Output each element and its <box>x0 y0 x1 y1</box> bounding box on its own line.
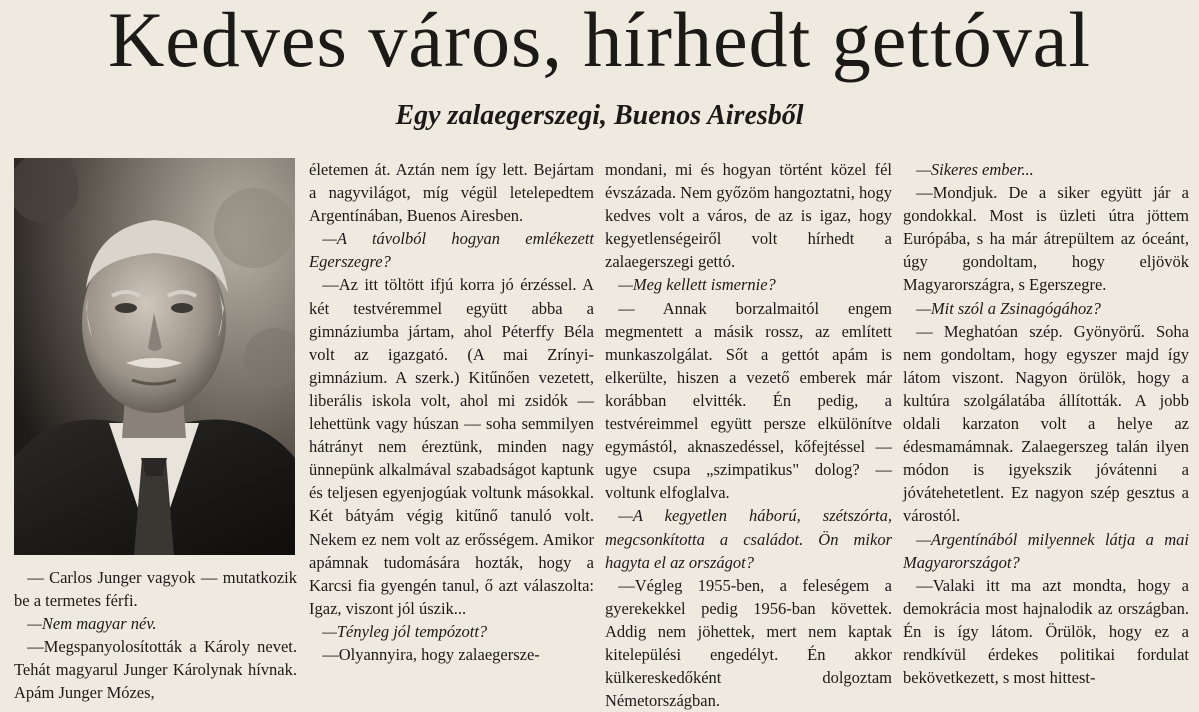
column-3-paragraph: — Annak borzalmaitól engem megmentett a másik rossz, az említett munkaszolgálat. Sőt a gettót apám is elkerülte, hiszen a vezető emberek már korábban elvitték. Én pedig, a testvéreimmel együtt persze elkülönítve egymástól, aknaszedéssel, kőfejtéssel — ugye csupa „szimpatikus" dolog? — voltunk elfoglalva. <box>605 298 892 503</box>
column-3 <box>605 158 892 712</box>
column-4-paragraph: —Mondjuk. De a siker együtt jár a gondokkal. Most is üzleti útra jöttem Európába, s ha már átrepültem az óceánt, úgy gondoltam, hogy eljövök Magyarországra, s Egerszegre. <box>903 183 1189 295</box>
column-2-question: —Tényleg jól tempózott? <box>322 621 488 641</box>
column-1-paragraph: — Carlos Junger vagyok — mutatkozik be a termetes férfi. <box>14 568 297 611</box>
column-3-paragraph: —Végleg 1955-ben, a feleségem a gyerekekkel pedig 1956-ban követtek. Addig nem jöhettek, mert nem kaptak kitelepülési engedélyt. Én akkor külkereskedőként dolgoztam Németországban. <box>605 575 892 711</box>
column-1-paragraph: —Megspanyolosították a Károly nevet. Tehát magyarul Junger Károlynak hívnak. Apám Junger Mózes, <box>14 637 297 703</box>
column-4-paragraph: —Valaki itt ma azt mondta, hogy a demokrácia most hajnalodik az országban. Én is így látom. Örülök, hogy ez a rendkívül érdekes politikai fordulat bekövetkezett, s most hittest- <box>903 575 1189 688</box>
portrait-photo <box>14 158 295 555</box>
article-headline: Kedves város, hírhedt gettóval <box>107 0 1092 83</box>
column-1 <box>14 566 297 705</box>
column-3-question: —A kegyetlen háború, szétszórta, megcsonkította a családot. Ön mikor hagyta el az országot? <box>605 506 892 572</box>
column-2-paragraph: —Olyannyira, hogy zalaegersze- <box>322 644 540 664</box>
column-4 <box>903 158 1189 689</box>
column-1-question: —Nem magyar név. <box>27 614 157 634</box>
column-2-paragraph: életemen át. Aztán nem így lett. Bejártam a nagyvilágot, míg végül letelepedtem Argentínában, Buenos Airesben. <box>309 160 594 226</box>
column-2-paragraph: —Az itt töltött ifjú korra jó érzéssel. A két testvéremmel együtt abba a gimnáziumba jártam, ahol Péterffy Béla volt az igazgató. (A mai Zrínyi-gimnázium. A szerk.) Kitűnően vezetett, liberális iskola volt, ahol mi zsidók — lehettünk vagy húszan — soha semmilyen hátrányt nem éreztünk, minden nagy ünnepünk alkalmával szabadságot kaptunk és teljesen egyenjogúak voltunk másokkal. Két bátyám végig kitűnő tanuló volt. Nekem ez nem volt az erősségem. Amikor apámnak tudomására hozták, hogy a Karcsi fia gyengén tanul, ő azt válaszolta: Igaz, viszont jól úszik... <box>309 275 594 618</box>
portrait-photo-icon <box>14 158 295 555</box>
column-3-question: —Meg kellett ismernie? <box>618 275 776 295</box>
column-2-question: —A távolból hogyan emlékezett Egerszegre? <box>309 229 594 272</box>
column-4-question: —Mit szól a Zsinagógához? <box>916 298 1101 318</box>
column-4-paragraph: — Meghatóan szép. Gyönyörű. Soha nem gondoltam, hogy egyszer majd így látom viszont. Nagyon örülök, hogy a kultúra szolgálatába állították. A jobb oldali karzaton volt a helye az édesmamámnak. Zalaegerszeg talán ilyen módon is igyekszik jóvátenni a jóvátehetetlent. Ez nagyon szép gesztus a várostól. <box>903 321 1189 526</box>
column-3-paragraph: mondani, mi és hogyan történt közel fél évszázada. Nem győzöm hangoztatni, hogy kedves volt a város, de az is igaz, hogy kegyetlenségeiről volt hírhedt a zalaegerszegi gettó. <box>605 160 892 272</box>
article-subheadline: Egy zalaegerszegi, Buenos Airesből <box>395 100 804 131</box>
column-2 <box>309 158 594 666</box>
column-4-question: —Sikeres ember... <box>916 160 1034 179</box>
column-4-question: —Argentínából milyennek látja a mai Magyarországot? <box>903 529 1189 572</box>
